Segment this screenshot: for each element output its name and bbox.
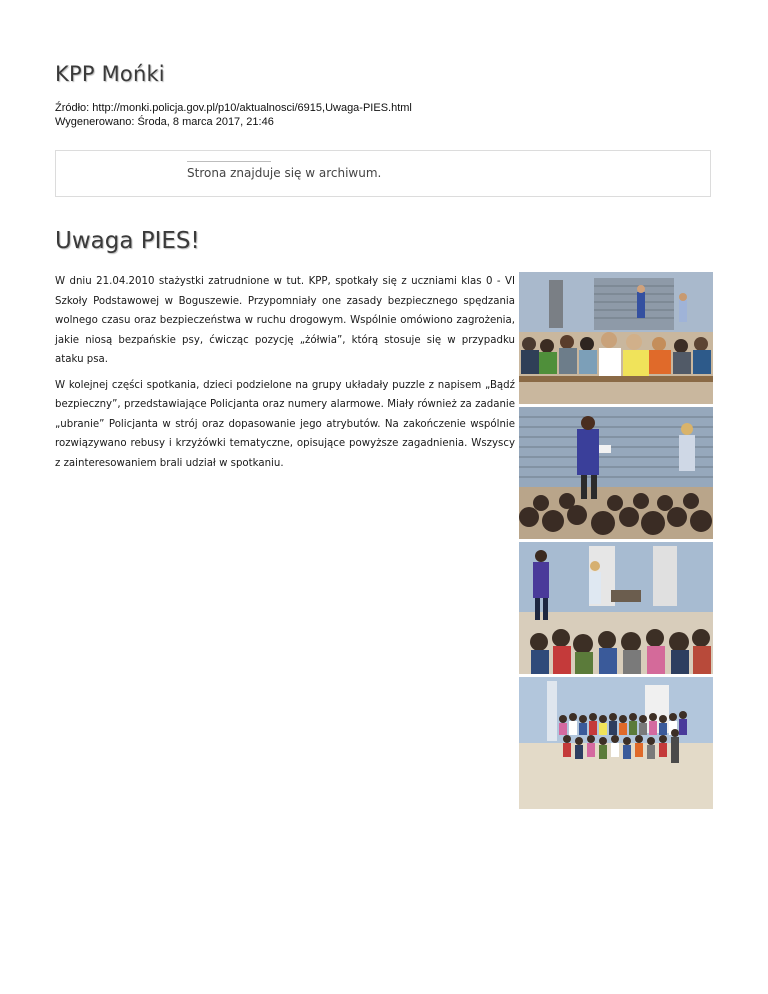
gallery-photo[interactable]: [519, 677, 713, 809]
article-paragraph: W dniu 21.04.2010 stażystki zatrudnione w tut. KPP, spotkały się z uczniami klas 0 - VI Szkoły Podstawowej w Boguszewie. Przypomniały one zasady bezpiecznego spędzania wolnego czasu oraz bezpieczeństwa w ruchu drogowym. Wspólnie omówiono zagrożenia, jakie niosą bezpańskie psy, ćwicząc pozycję „żółwia”, którą stosuje się w przypadku ataku psa.: [55, 276, 515, 365]
photo-gallery: [519, 272, 713, 812]
site-title: KPP Mońki: [55, 62, 165, 86]
archive-divider: [187, 161, 271, 162]
generated-date-line: Wygenerowano: Środa, 8 marca 2017, 21:46: [55, 116, 274, 128]
archive-notice-text: Strona znajduje się w archiwum.: [187, 166, 382, 180]
source-url-line: Źródło: http://monki.policja.gov.pl/p10/aktualnosci/6915,Uwaga-PIES.html: [55, 102, 412, 114]
gallery-photo[interactable]: [519, 542, 713, 674]
article-paragraph: W kolejnej części spotkania, dzieci podzielone na grupy układały puzzle z napisem „Bądź bezpieczny”, przedstawiające Policjanta oraz numery alarmowe. Miały również za zadanie „ubranie” Policjanta w strój oraz dopasowanie jego atrybutów. Na zakończenie wspólnie rozwiązywano rebusy i krzyżówki tematyczne, opisujące powyższe zagadnienia. Wszyscy z zainteresowaniem brali udział w spotkaniu.: [55, 379, 515, 469]
article-body: [55, 272, 515, 479]
gallery-photo[interactable]: [519, 407, 713, 539]
archive-notice-box: [55, 150, 711, 197]
article-title: Uwaga PIES!: [55, 228, 200, 254]
source-meta: [55, 101, 412, 129]
gallery-photo[interactable]: [519, 272, 713, 404]
